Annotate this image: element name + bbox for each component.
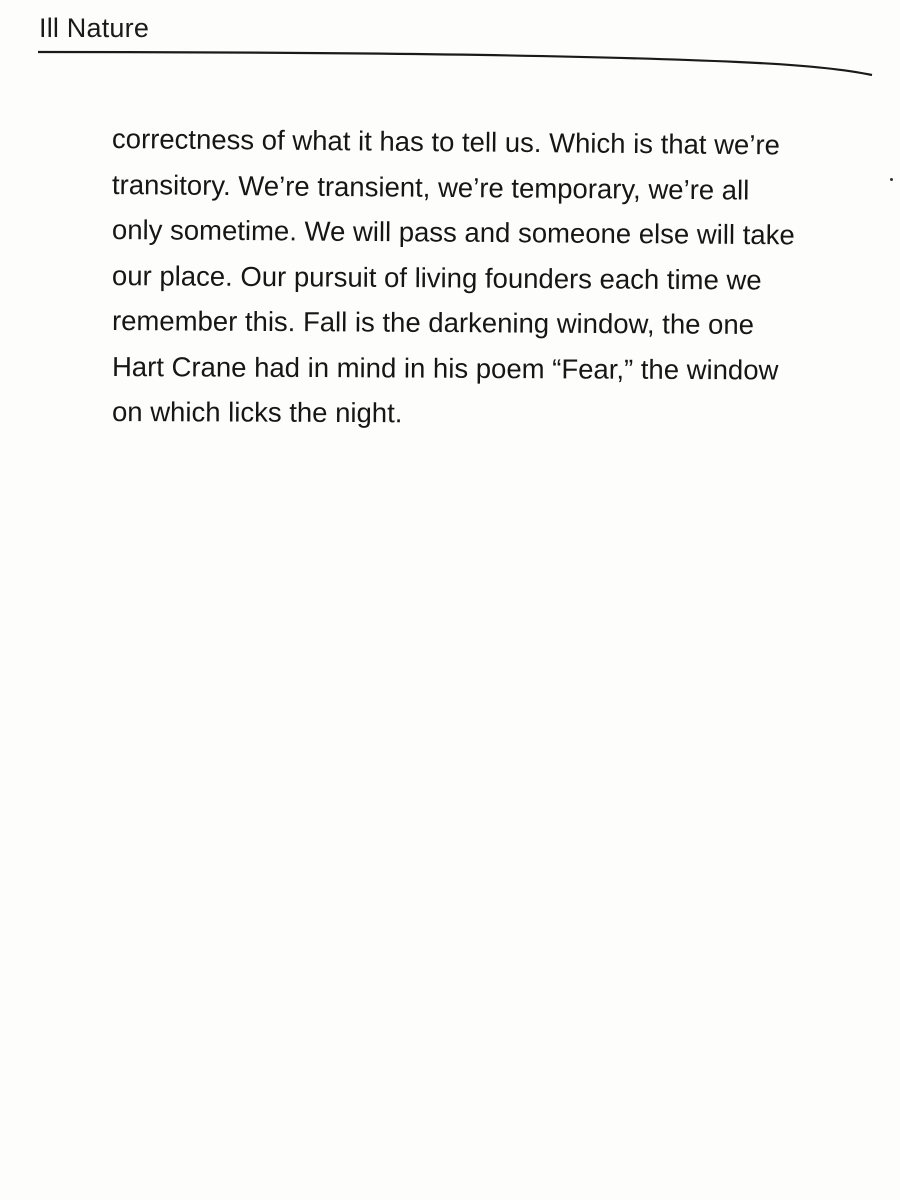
text-line: Hart Crane had in mind in his poem “Fear,” the window (111, 350, 779, 385)
header-rule (38, 44, 874, 84)
text-line: correctness of what it has to tell us. Which is that we’re (111, 123, 781, 161)
ink-speck (890, 178, 893, 181)
text-line: remember this. Fall is the darkening window, the one (111, 305, 755, 340)
text-line: our place. Our pursuit of living founders each time we (111, 259, 762, 296)
text-line: transitory. We’re transient, we’re temporary, we’re all (111, 168, 750, 206)
running-head-title: Ill Nature (39, 13, 150, 43)
body-paragraph (112, 116, 872, 435)
text-line: on which licks the night. (111, 396, 403, 429)
text-line: only sometime. We will pass and someone else will take (111, 214, 795, 251)
